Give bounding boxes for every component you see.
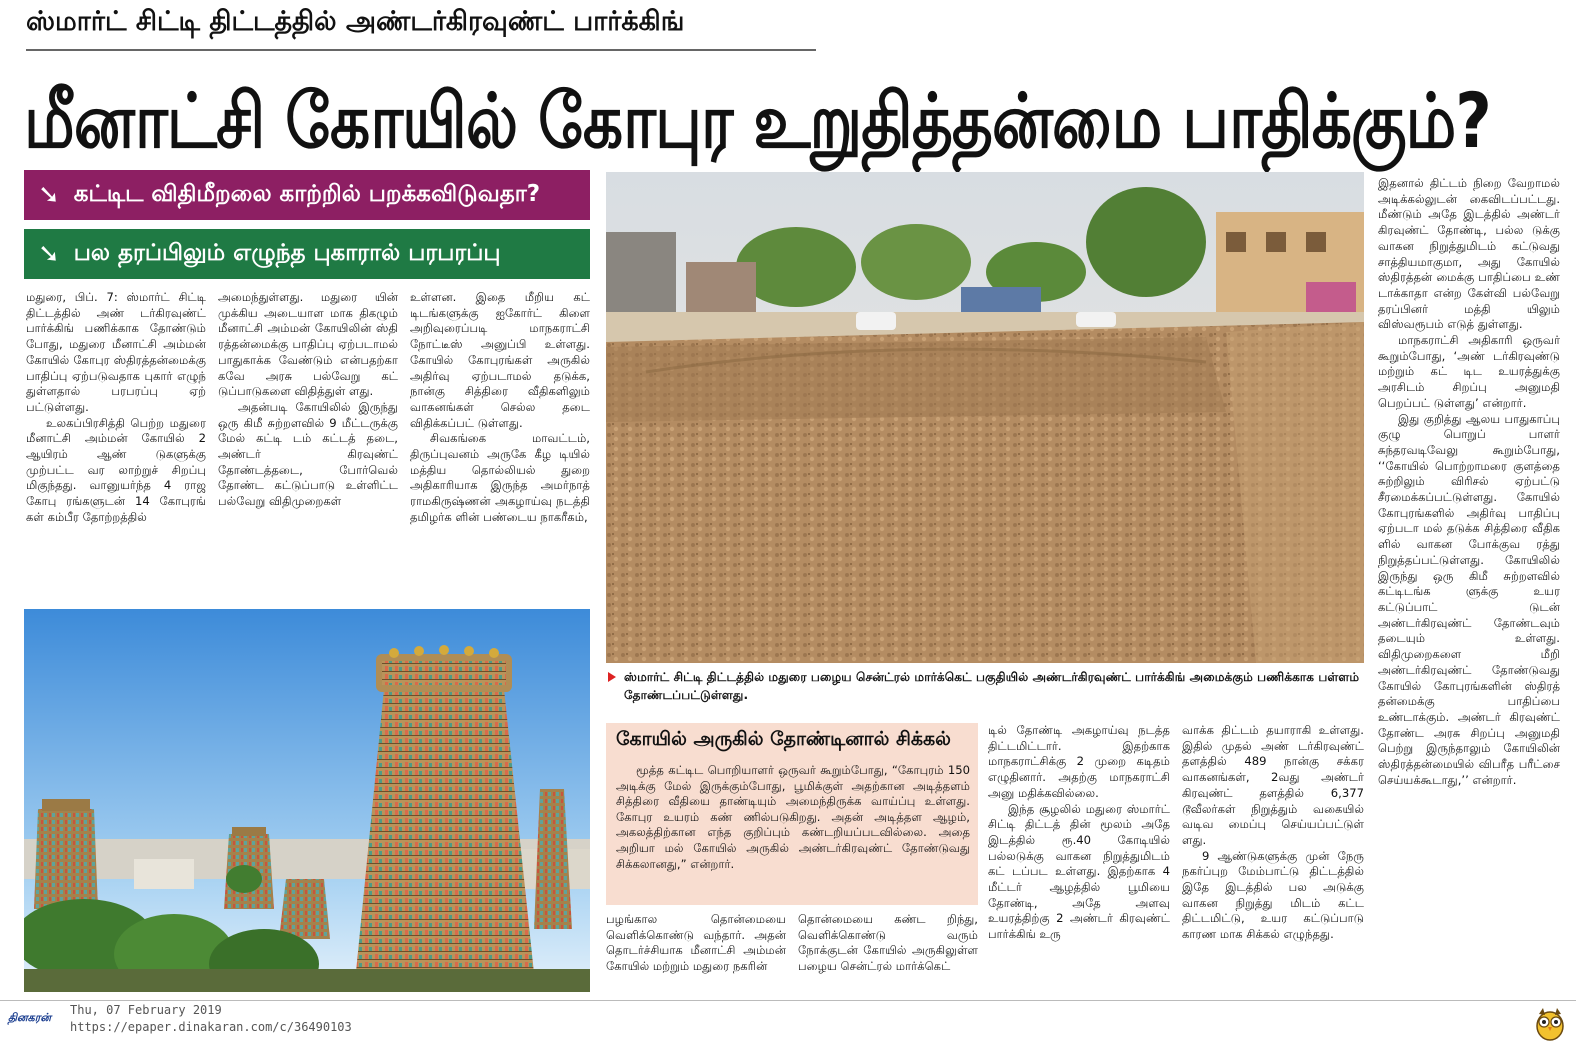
excavation-site-photo [606, 172, 1364, 663]
edition-date: Thu, 07 February 2019 [70, 1003, 222, 1017]
headline: மீனாட்சி கோயில் கோபுர உறுதித்தன்மை பாதிக்கும்? [24, 77, 1491, 166]
paragraph: உள்ளன. இதை மீறிய கட் டிடங்களுக்கு ஐகோர்ட் கிளை அறிவுரைப்படி மாநகராட்சி நோட்டீஸ் அனுப்பி உள்ளது. கோயில் கோபுரங்கள் அருகில் அதிர்வு ஏற்படாமல் தடுக்க, நான்கு சித்திரை வீதிகளிலும் வாகனங்கள் செல்ல தடை விதிக்கப்பட் டுள்ளது. [410, 290, 590, 430]
article-column-7 [606, 912, 786, 994]
kicker: ஸ்மார்ட் சிட்டி திட்டத்தில் அண்டர்கிரவுண்ட் பார்க்கிங் [26, 6, 685, 37]
paragraph: தொன்மையை கண்ட றிந்து, வெளிக்கொண்டு வரும் நோக்குடன் கோயில் அருகிலுள்ள பழைய சென்ட்ரல் மார்க்கெட் [798, 912, 978, 974]
paragraph: இது குறித்து ஆலய பாதுகாப்பு குழு பொறுப் பாளர் சுந்தரவடிவேலு கூறும்போது, ‘‘கோயில் பொற்றாமரை குளத்தை சுற்றிலும் விரிசல் ஏற்பட்டு சீரமைக்கப்பட்டுள்ளது. கோயில் கோபுரங்களில் அதிர்வு பாதிப்பு ஏற்படா மல் தடுக்க சித்திரை வீதிக ளில் வாகன போக்குவ ரத்து நிறுத்தப்பட்டுள்ளது. கோயிலில் இருந்து ஒரு கிமீ சுற்றளவில் கட்டிடங்க ளுக்கு உயர கட்டுப்பாட் டுடன் அண்டர்கிரவுண்ட் தோண்டவும் தடையும் உள்ளது. விதிமுறைகளை மீறி அண்டர்கிரவுண்ட் தோண்டுவது கோயில் கோபுரங்களின் ஸ்திரத் தன்மைக்கு பாதிப்பை உண்டாக்கும். அண்டர் கிரவுண்ட் தோண்ட அரசு சிறப்பு அனுமதி பெற்று இருந்தாலும் கோயிலின் ஸ்திரத்தன்மையில் விபரீத பரீட்சை செய்யக்கூடாது,’’ என்றார். [1378, 411, 1560, 787]
paragraph: அதன்படி கோயிலில் இருந்து ஒரு கிமீ சுற்றளவில் 9 மீட்டருக்கு மேல் கட்டி டம் கட்டத் தடை, அண்டர் கிரவுண்ட் தோண்டத்தடை, போர்வெல் தோண்ட கட்டுப்பாடு உள்ளிட்ட பல்வேறு விதிமுறைகள் [218, 399, 398, 509]
paragraph: இந்த சூழலில் மதுரை ஸ்மார்ட் சிட்டி திட்டத் தின் மூலம் அதே இடத்தில் ரூ.40 கோடியில் பல்லடுக்கு வாகன நிறுத்துமிடம் கட் டப்பட உள்ளது. இதற்காக 4 மீட்டர் ஆழத்தில் பூமியை தோண்டி, அதே அளவு உயரத்திற்கு 2 அண்டர் கிரவுண்ட் பார்க்கிங் உரு [988, 801, 1170, 942]
paragraph: இதனால் திட்டம் நிறை வேறாமல் அடிக்கல்லுடன் கைவிடப்பட்டது. மீண்டும் அதே இடத்தில் அண்டர் கிரவுண்ட் தோண்டி, பல்ல டுக்கு வாகன நிறுத்துமிடம் கட்டுவது சாத்தியமாகுமா, அது கோயில் ஸ்திரத்தன் மைக்கு பாதிப்பை உண் டாக்காதா என்ற கேள்வி பல்வேறு தரப்பினர் மத்தி யிலும் விஸ்வரூபம் எடுத் துள்ளது. [1378, 176, 1560, 332]
owl-icon[interactable] [1530, 1002, 1570, 1042]
sidebar-box-title: கோயில் அருகில் தோண்டினால் சிக்கல் [616, 728, 951, 750]
deck-1 [24, 170, 590, 220]
deck-2-label: பல தரப்பிலும் எழுந்த புகாரால் பரபரப்பு [73, 239, 501, 266]
paragraph: மதுரை, பிப். 7: ஸ்மார்ட் சிட்டி திட்டத்தில் அண் டர்கிரவுண்ட் பார்க்கிங் பணிக்காக தோண்டும் போது, மதுரை மீனாட்சி அம்மன் கோயில் கோபுர ஸ்திரத்தன்மைக்கு பாதிப்பு ஏற்படுவதாக புகார் எழுந் துள்ளதால் பரபரப்பு ஏற் பட்டுள்ளது. [26, 290, 206, 414]
sidebar-box-body: மூத்த கட்டிட பொறியாளர் ஒருவர் கூறும்போது, “கோபுரம் 150 அடிக்கு மேல் இருக்கும்போது, பூமிக்குள் அதற்கான அடித்தளம் சித்திரை வீதியை தாண்டியும் அமைந்திருக்க வாய்ப்பு உள்ளது. கோபுர உயரம் கண் ணில்படுகிறது. அதன் அடித்தள ஆழம், அகலத்திற்கான எந்த குறிப்பும் கண்டறியப்படவில்லை. அதை அறியா மல் கோயில் அருகில் அண்டர்கிரவுண்ட் தோண்டுவது சிக்கலானது,” என்றார். [616, 763, 970, 871]
edition-url[interactable]: https://epaper.dinakaran.com/c/36490103 [70, 1020, 352, 1034]
article-column-5 [988, 723, 1170, 993]
temple-gopuram-photo [24, 609, 590, 992]
article-column-8 [798, 912, 978, 994]
paragraph: உலகப்பிரசித்தி பெற்ற மதுரை மீனாட்சி அம்மன் கோயில் 2 ஆயிரம் ஆண் டுகளுக்கு முற்பட்ட வர லாற்றுச் சிறப்பு மிகுந்தது. வானுயர்ந்த 4 ராஜ கோபு ரங்களுடன் 14 கோபுரங் கள் கம்பீர தோற்றத்தில் [26, 415, 206, 524]
arrow-down-right-icon: ➘ [38, 180, 60, 210]
paragraph: வாக்க திட்டம் தயாராகி உள்ளது. இதில் முதல் அண் டர்கிரவுண்ட் தளத்தில் 489 நான்கு சக்கர வாகனங்கள், 2வது அண்டர் கிரவுண்ட் தளத்தில் 6,377 டூவீலர்கள் நிறுத்தும் வகையில் வடிவ மைப்பு செய்யப்பட்டுள் ளது. [1182, 723, 1364, 847]
newspaper-logo: தினகரன் [8, 1011, 52, 1024]
article-column-4 [1378, 176, 1560, 992]
footer-rule [0, 1000, 1576, 1001]
photo-caption [606, 668, 1364, 708]
arrow-down-right-icon: ➘ [38, 239, 60, 269]
article-column-1 [26, 290, 206, 602]
caption-text: ஸ்மார்ட் சிட்டி திட்டத்தில் மதுரை பழைய சென்ட்ரல் மார்க்கெட் பகுதியில் அண்டர்கிரவுண்ட் பார்க்கிங் அமைக்கும் பணிக்காக பள்ளம் தோண்டப்பட்டுள்ளது. [624, 670, 1360, 702]
kicker-rule [26, 49, 816, 51]
deck-1-label: கட்டிட விதிமீறலை காற்றில் பறக்கவிடுவதா? [73, 180, 541, 207]
paragraph: அமைந்துள்ளது. மதுரை யின் முக்கிய அடையாள மாக திகழும் மீனாட்சி அம்மன் கோயிலின் ஸ்தி ரத்தன்மைக்கு பாதிப்பு ஏற்படாமல் பாதுகாக்க வேண்டும் என்பதற்கா கவே அரசு பல்வேறு கட் டுப்பாடுகளை விதித்துள் ளது. [218, 290, 398, 399]
caption-triangle-icon [608, 672, 616, 682]
article-column-3 [410, 290, 590, 602]
paragraph: பழங்கால தொன்மையை வெளிக்கொண்டு வந்தார். அதன் தொடர்ச்சியாக மீனாட்சி அம்மன் கோயில் மற்றும் மதுரை நகரின் [606, 912, 786, 974]
deck-2 [24, 229, 590, 279]
paragraph: 9 ஆண்டுகளுக்கு முன் நேரு நகர்ப்புற மேம்பாட்டு திட்டத்தில் இதே இடத்தில் பல அடுக்கு வாகன நிறுத்து மிடம் கட்ட திட்டமிட்டு, உயர கட்டுப்பாடு காரண மாக சிக்கல் எழுந்தது. [1182, 848, 1364, 942]
paragraph: மாநகராட்சி அதிகாரி ஒருவர் கூறும்போது, ‘அண் டர்கிரவுண்டு மற்றும் கட் டிட உயரத்துக்கு அரசிடம் சிறப்பு அனுமதி பெறப்பட் டுள்ளது’ என்றார். [1378, 333, 1560, 410]
article-column-2 [218, 290, 398, 602]
paragraph: டில் தோண்டி அகழாய்வு நடத்த திட்டமிட்டார். இதற்காக மாநகராட்சிக்கு 2 முறை கடிதம் எழுதினார். அதற்கு மாநகராட்சி அனு மதிக்கவில்லை. [988, 723, 1170, 800]
article-column-6 [1182, 723, 1364, 993]
paragraph: சிவகங்கை மாவட்டம், திருப்புவனம் அருகே கீழ டியில் மத்திய தொல்லியல் துறை அதிகாரியாக இருந்த அமர்நாத் ராமகிருஷ்ணன் அகழாய்வு நடத்தி தமிழர்க ளின் பண்டைய நாகரீகம், [410, 431, 590, 524]
